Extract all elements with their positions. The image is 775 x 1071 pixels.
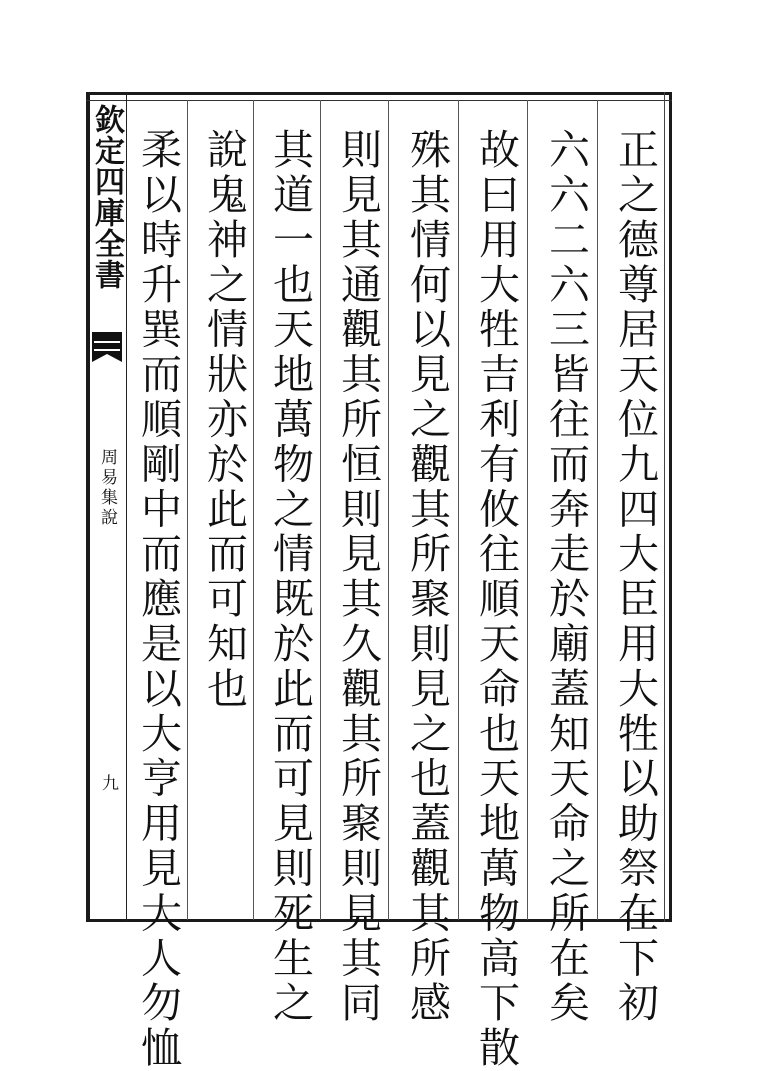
column-text: 其道一也天地萬物之情既於此而可見則死生之 (266, 128, 314, 1026)
fishtail-mark-icon (92, 332, 122, 362)
text-column (605, 110, 665, 1026)
column-rule (597, 100, 598, 920)
spine-divider (126, 92, 127, 922)
text-column (260, 110, 320, 1026)
spine-book-title: 欽定四庫全書 (89, 104, 124, 290)
text-column (194, 110, 254, 910)
spine-page-number: 九 (98, 774, 118, 791)
column-text: 說鬼神之情狀亦於此而可知也 (200, 128, 248, 712)
text-column (328, 110, 388, 1026)
column-text: 柔以時升巽而順剛中而應是以大亨用見大人勿恤 (134, 128, 182, 1071)
column-text: 則見其通觀其所恒則見其久觀其所聚則見其同 (334, 128, 382, 1026)
column-text: 六六二六三皆往而奔走於廟蓋知天命之所在矣 (542, 128, 590, 1026)
text-column (128, 110, 188, 1071)
column-rule (458, 100, 459, 920)
column-rule (388, 100, 389, 920)
column-text: 殊其情何以見之觀其所聚則見之也蓋觀其所感 (403, 128, 451, 1026)
text-column (536, 110, 596, 1026)
text-column (397, 110, 457, 1026)
spine-volume-title: 周易集說 (97, 448, 117, 528)
text-column (466, 110, 526, 1071)
column-text: 故曰用大牲吉利有攸往順天命也天地萬物高下散 (472, 128, 520, 1071)
column-rule (320, 100, 321, 920)
border-inner-top (86, 100, 672, 101)
column-rule (527, 100, 528, 920)
column-text: 正之德尊居天位九四大臣用大牲以助祭在下初 (611, 128, 659, 1026)
